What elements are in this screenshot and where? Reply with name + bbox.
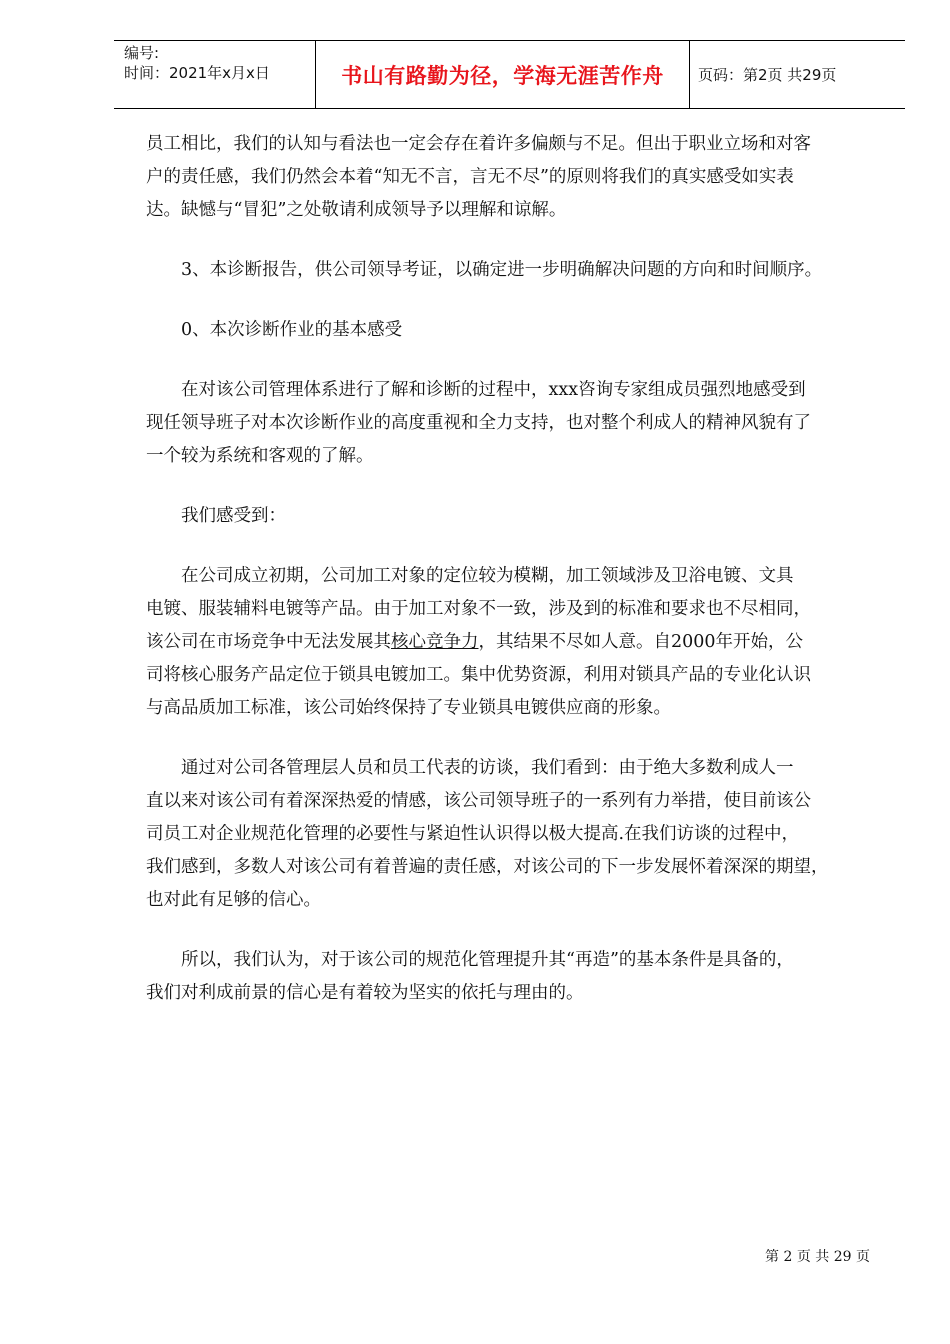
header-page-info: 页码：第2页 共29页 — [698, 66, 837, 84]
paragraph-4 — [146, 374, 880, 473]
header-meta — [114, 41, 316, 108]
text-line: 户的责任感，我们仍然会本着“知无不言，言无不尽”的原则将我们的真实感受如实表 — [146, 167, 794, 187]
paragraph-5 — [146, 500, 880, 533]
text-line: 3、本诊断报告，供公司领导考证，以确定进一步明确解决问题的方向和时间顺序。 — [181, 260, 823, 280]
text-line: 一个较为系统和客观的了解。 — [146, 446, 374, 466]
text-line: 达。缺憾与“冒犯”之处敬请利成领导予以理解和谅解。 — [146, 200, 567, 220]
text-line: 也对此有足够的信心。 — [146, 890, 321, 910]
text-line: 在公司成立初期，公司加工对象的定位较为模糊，加工领域涉及卫浴电镀、文具 — [181, 566, 794, 586]
paragraph-1 — [146, 128, 880, 227]
text-line: 直以来对该公司有着深深热爱的情感，该公司领导班子的一系列有力举措，使目前该公 — [146, 791, 811, 811]
document-number-label: 编号: — [124, 44, 160, 62]
underlined-term: 核心竞争力 — [391, 632, 479, 652]
section-heading — [146, 314, 880, 347]
text-line: 员工相比，我们的认知与看法也一定会存在着许多偏颇与不足。但出于职业立场和对客 — [146, 134, 811, 154]
header-motto: 书山有路勤为径，学海无涯苦作舟 — [316, 41, 690, 108]
paragraph-2 — [146, 254, 880, 287]
page-footer: 第 2 页 共 29 页 — [765, 1249, 870, 1265]
text-line: 电镀、服装辅料电镀等产品。由于加工对象不一致，涉及到的标准和要求也不尽相同， — [146, 599, 811, 619]
paragraph-7 — [146, 752, 880, 917]
text-line: 现任领导班子对本次诊断作业的高度重视和全力支持，也对整个利成人的精神风貌有了 — [146, 413, 811, 433]
paragraph-6 — [146, 560, 880, 725]
text-line: 在对该公司管理体系进行了解和诊断的过程中，xxx咨询专家组成员强烈地感受到 — [181, 380, 806, 400]
paragraph-8 — [146, 944, 880, 1010]
text-line: 所以，我们认为，对于该公司的规范化管理提升其“再造”的基本条件是具备的， — [181, 950, 794, 970]
document-body — [146, 128, 880, 1037]
text-line: 我们感受到： — [181, 506, 286, 526]
document-time-label: 时间：2021年x月x日 — [124, 64, 270, 82]
text-line: 司将核心服务产品定位于锁具电镀加工。集中优势资源，利用对锁具产品的专业化认识 — [146, 665, 811, 685]
text-line: 我们感到，多数人对该公司有着普遍的责任感，对该公司的下一步发展怀着深深的期望， — [146, 857, 829, 877]
text-line: 司员工对企业规范化管理的必要性与紧迫性认识得以极大提高.在我们访谈的过程中， — [146, 824, 800, 844]
text-line: 通过对公司各管理层人员和员工代表的访谈，我们看到：由于绝大多数利成人一 — [181, 758, 794, 778]
page-header — [114, 40, 905, 109]
text-line — [146, 626, 880, 659]
text-line: 0、本次诊断作业的基本感受 — [181, 320, 403, 340]
text-segment: 该公司在市场竞争中无法发展其 — [146, 632, 391, 652]
text-segment: ，其结果不尽如人意。自2000年开始，公 — [478, 632, 804, 652]
text-line: 我们对利成前景的信心是有着较为坚实的依托与理由的。 — [146, 983, 584, 1003]
text-line: 与高品质加工标准，该公司始终保持了专业锁具电镀供应商的形象。 — [146, 698, 671, 718]
